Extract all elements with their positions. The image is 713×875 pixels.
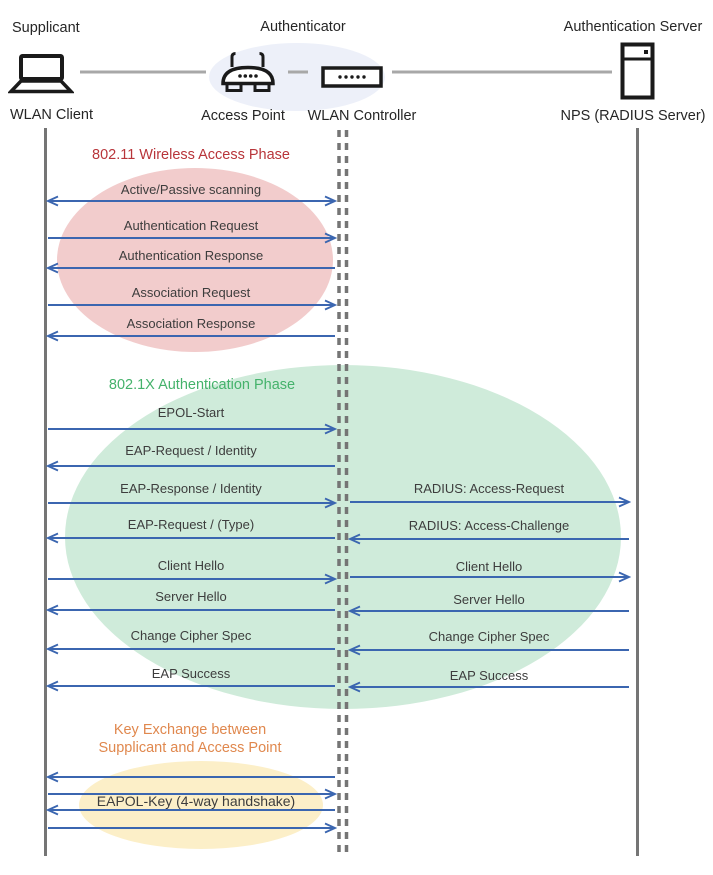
phase-title-wireless-access: 802.11 Wireless Access Phase (92, 147, 290, 163)
message-label-server-hello-left: Server Hello (155, 589, 227, 604)
message-label-change-cipher-spec-left: Change Cipher Spec (130, 628, 252, 643)
message-label-active-passive-scanning: Active/Passive scanning (120, 182, 262, 197)
phase-title-key-exchange-line1: Key Exchange between (113, 722, 267, 738)
message-label-association-request: Association Request (131, 285, 251, 300)
message-label-association-response: Association Response (126, 316, 256, 331)
message-label-eap-request-type: EAP-Request / (Type) (127, 517, 255, 532)
device-access-point-label: Access Point (201, 108, 285, 124)
server-icon (620, 42, 655, 100)
phase-title-key-exchange-line2: Supplicant and Access Point (98, 740, 282, 756)
role-authenticator-label: Authenticator (260, 19, 346, 35)
role-authentication-server-label: Authentication Server (563, 19, 703, 35)
phase-title-authentication: 802.1X Authentication Phase (108, 377, 296, 393)
message-label-epol-start: EPOL-Start (157, 405, 225, 420)
message-label-client-hello-right: Client Hello (455, 559, 523, 574)
laptop-icon (8, 53, 74, 95)
device-nps-label: NPS (RADIUS Server) (560, 108, 706, 124)
message-label-eap-success-right: EAP Success (449, 668, 529, 683)
message-label-authentication-request: Authentication Request (123, 218, 259, 233)
device-wlan-client-label: WLAN Client (10, 107, 93, 123)
message-label-eap-request-identity: EAP-Request / Identity (125, 443, 257, 458)
message-label-server-hello-right: Server Hello (453, 592, 525, 607)
message-label-radius-access-challenge: RADIUS: Access-Challenge (408, 518, 570, 533)
message-label-radius-access-request: RADIUS: Access-Request (413, 481, 565, 496)
role-supplicant-label: Supplicant (12, 20, 80, 36)
message-label-eap-success-left: EAP Success (151, 666, 231, 681)
message-label-eapol-key: EAPOL-Key (4-way handshake) (96, 793, 296, 809)
message-label-eap-response-identity: EAP-Response / Identity (120, 481, 262, 496)
message-label-change-cipher-spec-right: Change Cipher Spec (428, 629, 550, 644)
message-label-authentication-response: Authentication Response (118, 248, 264, 263)
device-wlan-controller-label: WLAN Controller (307, 108, 417, 124)
access-point-icon (217, 50, 279, 94)
wlan-controller-icon (321, 66, 383, 88)
message-label-client-hello-left: Client Hello (157, 558, 225, 573)
